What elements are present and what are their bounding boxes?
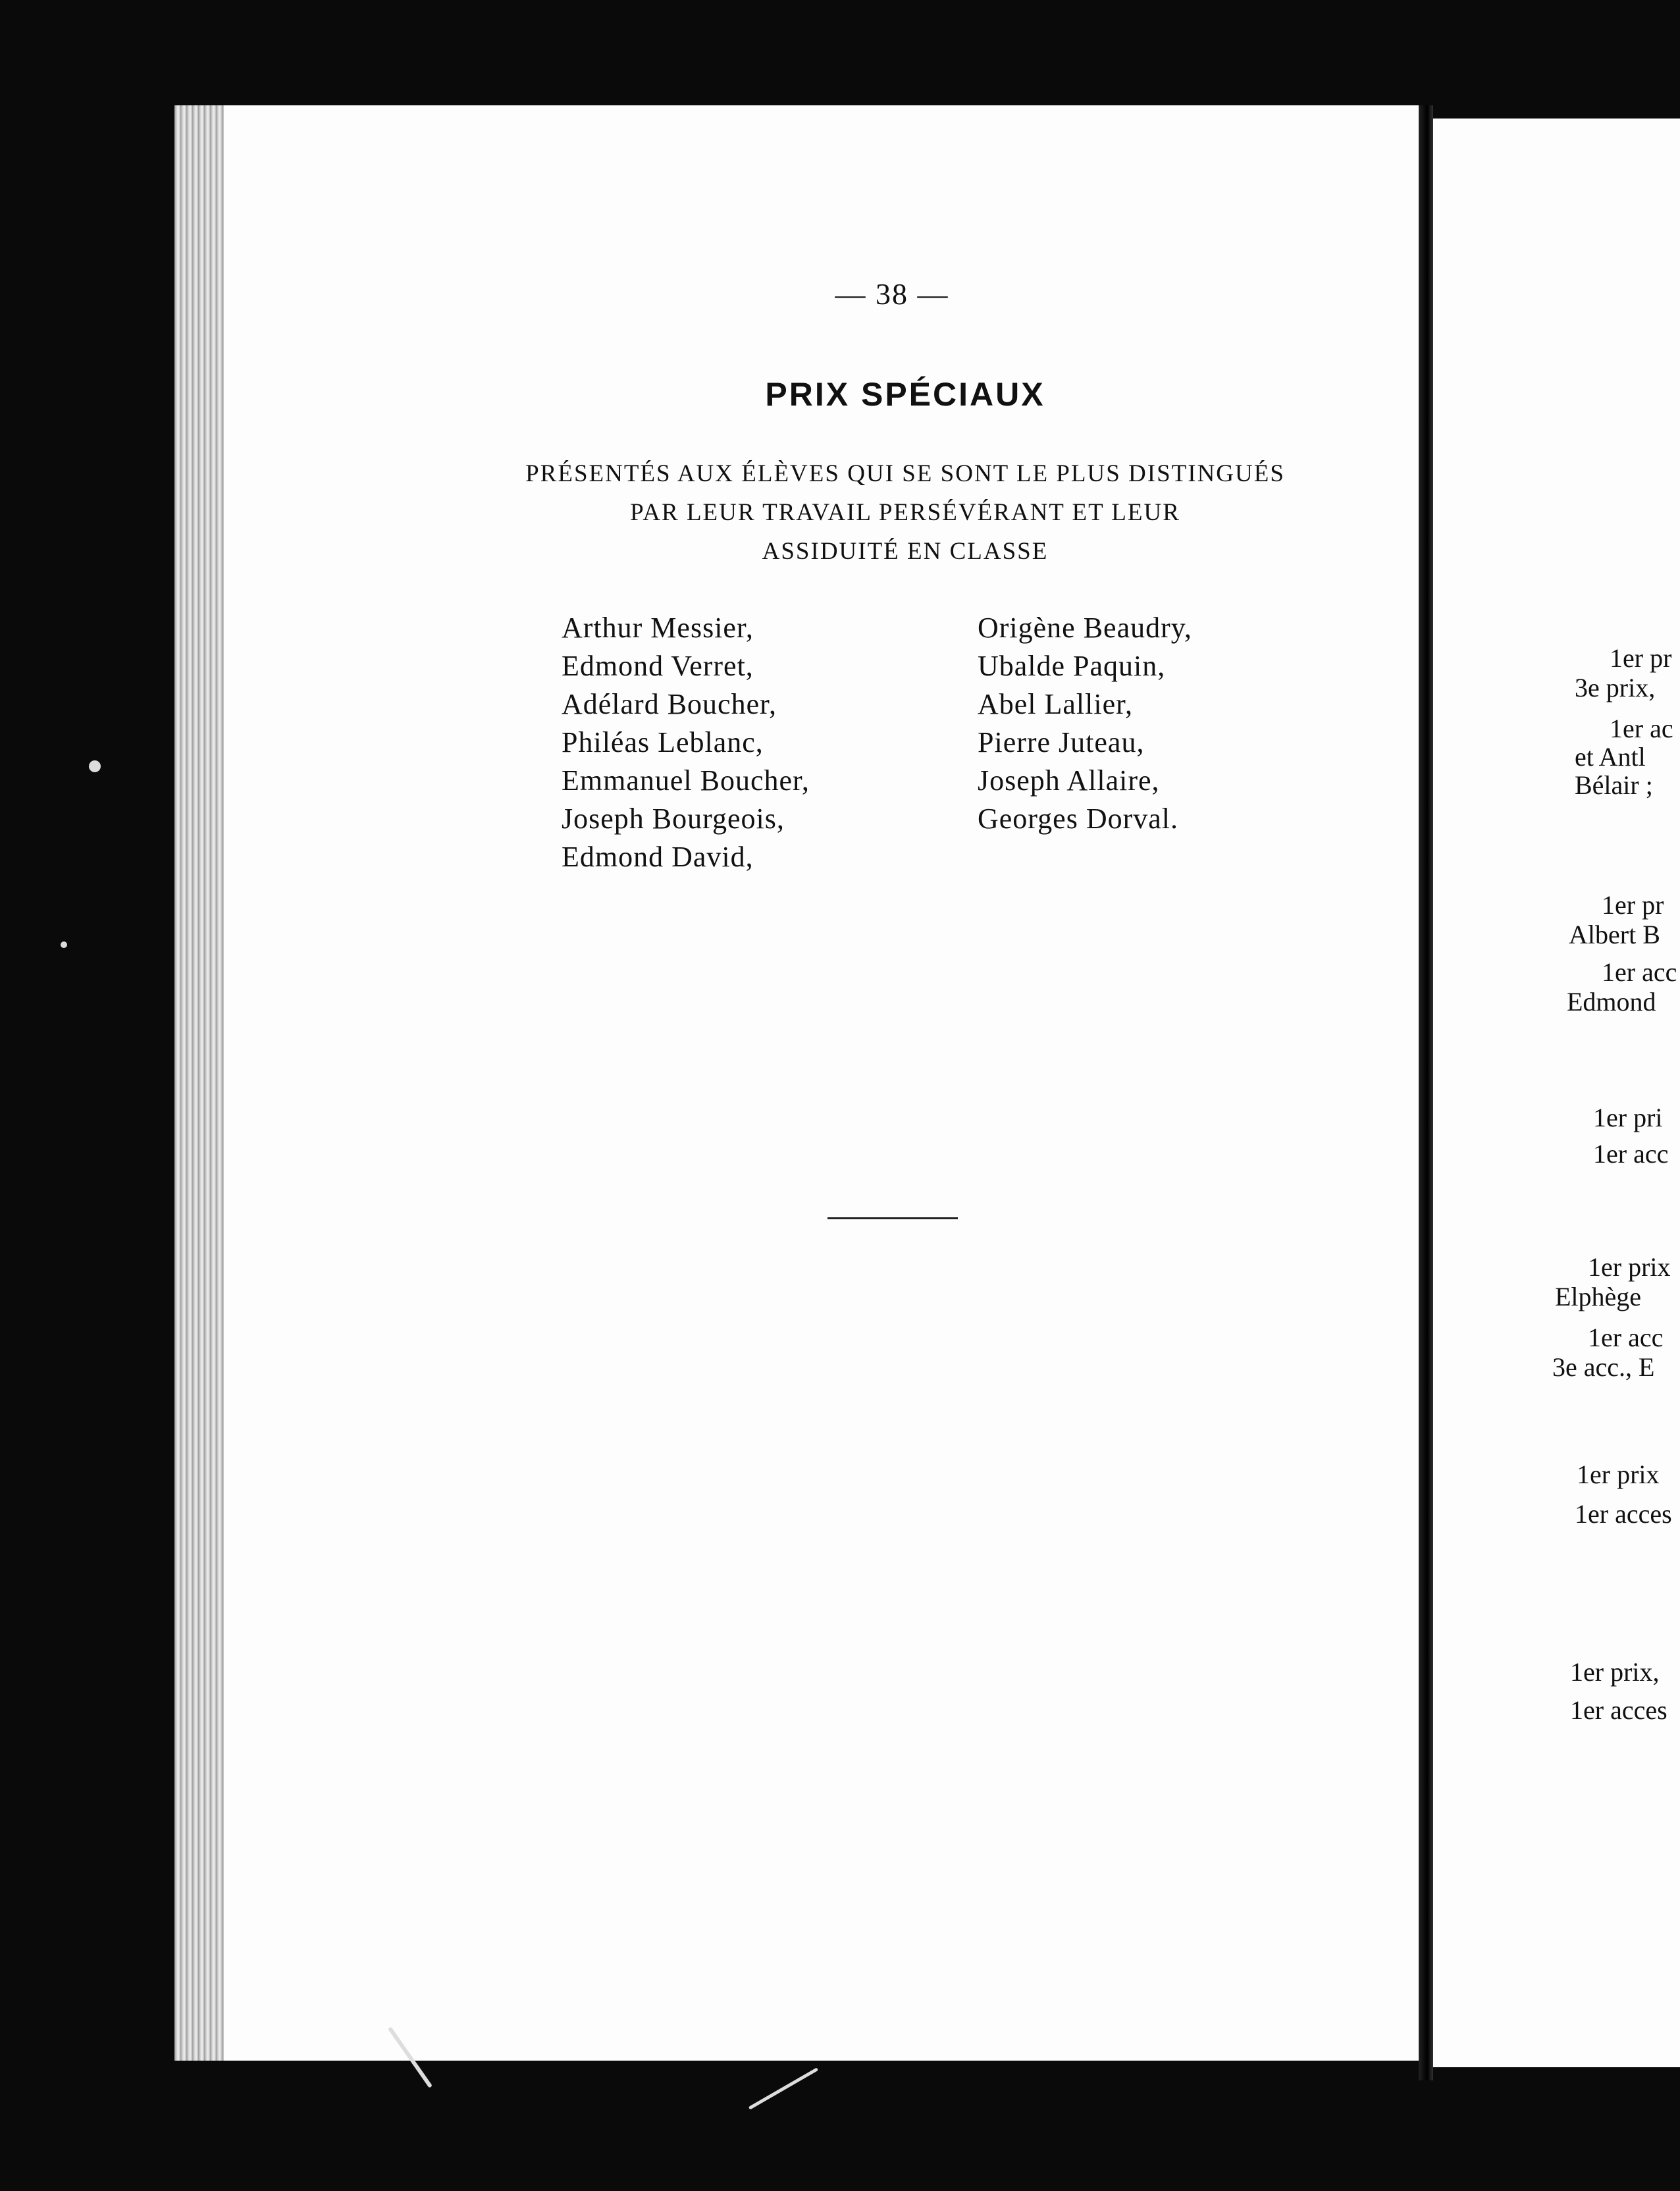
page-title: PRIX SPÉCIAUX [765, 376, 1045, 413]
name-item: Philéas Leblanc, [562, 726, 764, 758]
right-page-fragment: Edmond [1567, 987, 1656, 1016]
right-page-fragment: 3e prix, [1575, 673, 1656, 702]
right-page-fragment: 1er acc [1593, 1139, 1669, 1169]
subtitle-line: PAR LEUR TRAVAIL PERSÉVÉRANT ET LEUR [630, 499, 1180, 526]
right-page-fragment: 3e acc., E [1552, 1352, 1655, 1382]
name-item: Origène Beaudry, [978, 612, 1192, 644]
name-item: Joseph Allaire, [978, 764, 1160, 797]
right-page-fragment: Bélair ; [1575, 770, 1653, 800]
right-page-fragment: 1er acc [1588, 1323, 1664, 1352]
name-item: Edmond David, [562, 841, 754, 873]
name-item: Arthur Messier, [562, 612, 754, 644]
scan-speck [89, 760, 101, 772]
section-divider [827, 1217, 958, 1219]
subtitle-line: PRÉSENTÉS AUX ÉLÈVES QUI SE SONT LE PLUS DISTINGUÉS [525, 460, 1285, 487]
names-column-right [978, 609, 1192, 838]
name-item: Emmanuel Boucher, [562, 764, 810, 797]
right-page-fragment: 1er pri [1593, 1103, 1663, 1132]
scan-speck [748, 2067, 818, 2109]
right-page [1433, 119, 1680, 2067]
right-page-fragment: Elphège [1555, 1282, 1642, 1311]
subtitle-line: ASSIDUITÉ EN CLASSE [762, 538, 1049, 565]
right-page-fragment: 1er acces [1575, 1499, 1672, 1529]
name-item: Georges Dorval. [978, 803, 1178, 835]
right-page-fragment: et Antl [1575, 742, 1646, 772]
right-page-fragment: 1er prix [1577, 1460, 1660, 1489]
right-page-fragment: 1er prix [1588, 1252, 1671, 1282]
right-page-fragment: 1er acc [1602, 957, 1677, 987]
name-item: Ubalde Paquin, [978, 650, 1166, 682]
right-page-fragment: Albert B [1569, 920, 1660, 949]
name-item: Joseph Bourgeois, [562, 803, 785, 835]
subtitle [434, 454, 1376, 571]
scan-speck [61, 941, 67, 948]
right-page-fragment: 1er acces [1570, 1695, 1667, 1725]
page-edge [174, 105, 224, 2061]
right-page-fragment: 1er ac [1610, 714, 1673, 743]
name-item: Pierre Juteau, [978, 726, 1145, 758]
names-column-left [562, 609, 810, 876]
right-page-fragment: 1er pr [1602, 890, 1664, 920]
page-number: — 38 — [835, 277, 949, 311]
right-page-fragment: 1er prix, [1570, 1657, 1660, 1687]
name-item: Edmond Verret, [562, 650, 754, 682]
name-item: Abel Lallier, [978, 688, 1134, 720]
right-page-fragment: 1er pr [1610, 643, 1672, 673]
name-item: Adélard Boucher, [562, 688, 777, 720]
book-gutter [1419, 105, 1433, 2080]
